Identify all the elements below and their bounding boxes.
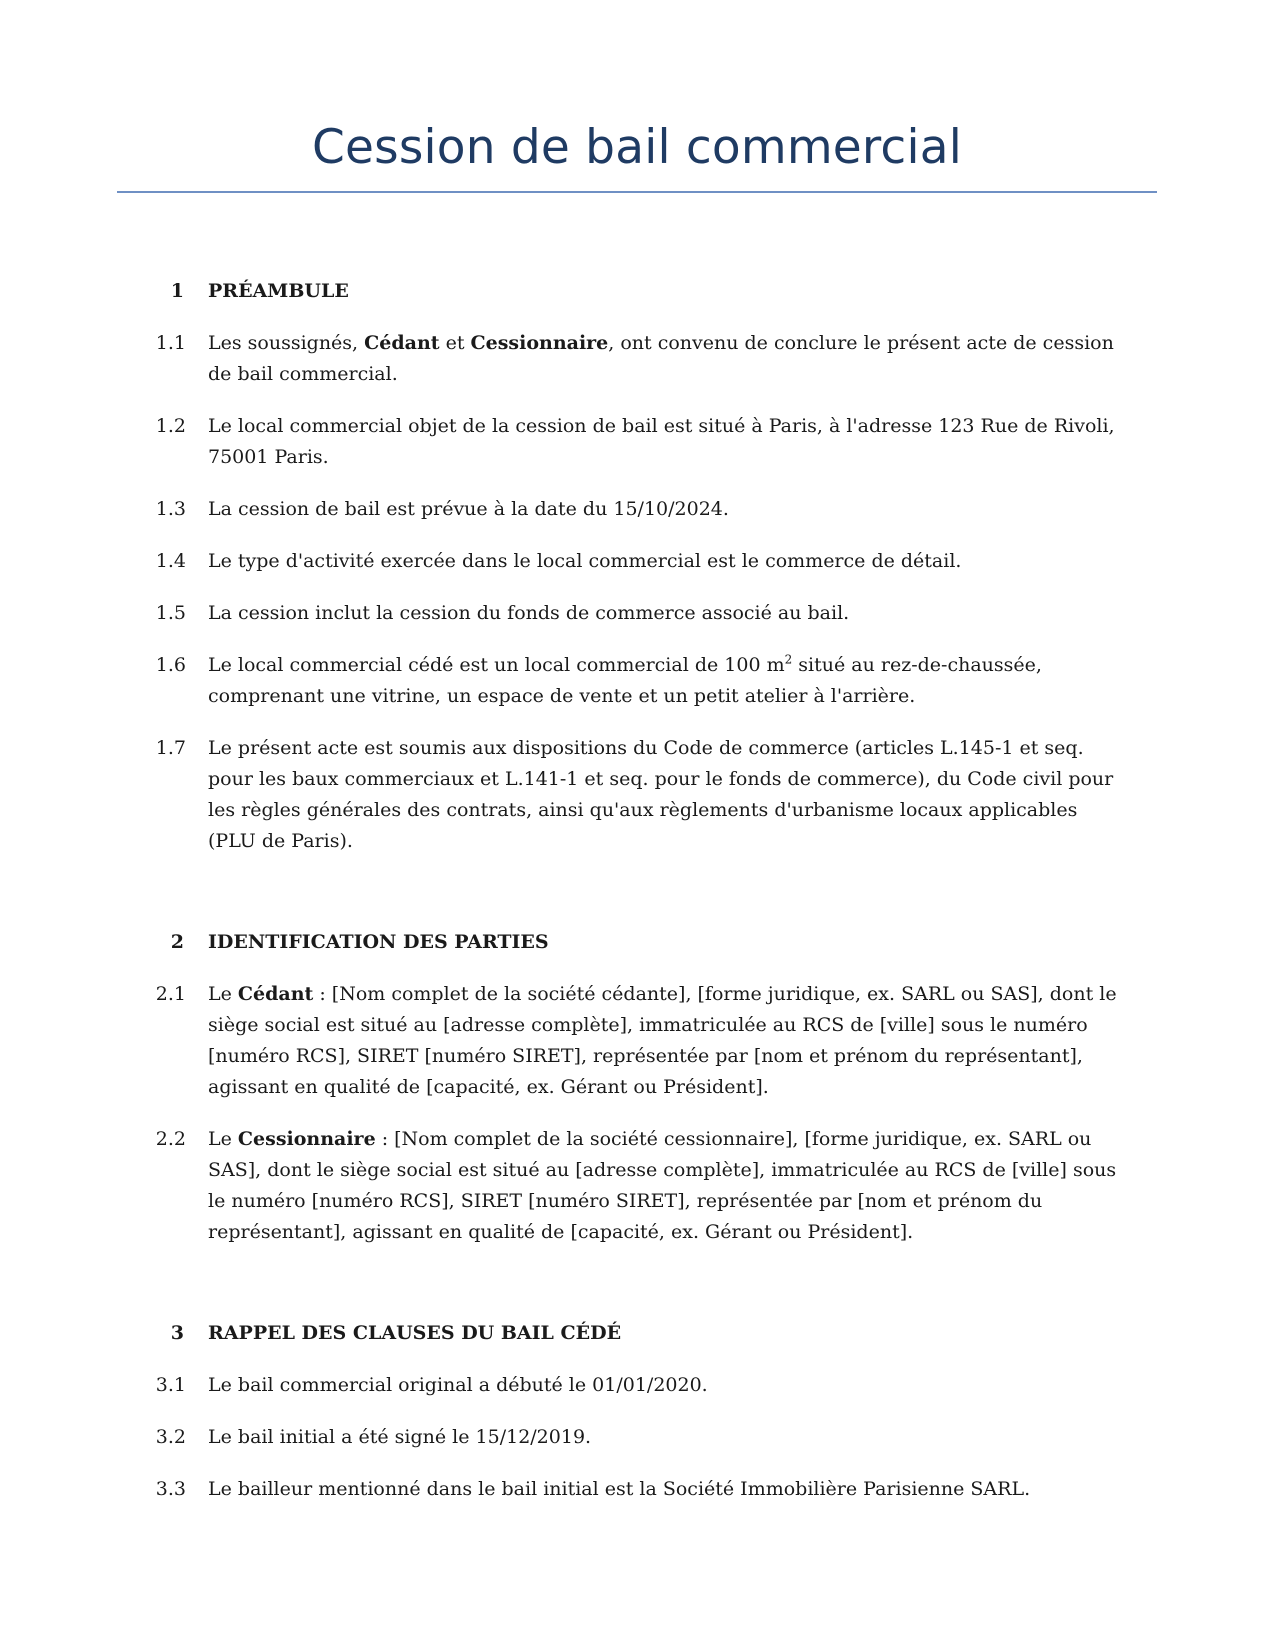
- clause-number: 3.3: [155, 1478, 186, 1500]
- clause-item: [0, 411, 1275, 473]
- clause-text: Le présent acte est soumis aux dispositions du Code de commerce (articles L.145-1 et seq. pour les baux commerciaux et L.141-1 et seq. pour le fonds de commerce), du Code civil pour les règles générales des contrats, ainsi qu'aux règlements d'urbanisme locaux applicables (PLU de Paris).: [208, 737, 1114, 852]
- clause-item: [0, 1370, 1275, 1401]
- clause-text: Le Cessionnaire : [Nom complet de la société cessionnaire], [forme juridique, ex. SARL ou SAS], dont le siège social est situé au [adresse complète], immatriculée au RCS de [ville] sous le numéro [numéro RCS], SIRET [numéro SIRET], représentée par [nom et prénom du représentant], agissant en qualité de [capacité, ex. Gérant ou Président].: [208, 1128, 1117, 1243]
- section-number: 3: [170, 1322, 184, 1344]
- clause-text: Le bail commercial original a débuté le 01/01/2020.: [208, 1374, 708, 1396]
- clause-text: Le bail initial a été signé le 15/12/2019.: [208, 1426, 592, 1448]
- section-title: RAPPEL DES CLAUSES DU BAIL CÉDÉ: [208, 1322, 622, 1344]
- section-title: IDENTIFICATION DES PARTIES: [208, 931, 549, 953]
- clause-number: 3.1: [155, 1374, 186, 1396]
- party-cedant: Cédant: [364, 332, 440, 354]
- clause-item: [0, 546, 1275, 577]
- clause-number: 1.5: [155, 602, 186, 624]
- section-heading: [0, 276, 1275, 307]
- clause-item: [0, 1474, 1275, 1505]
- clause-text: Le local commercial cédé est un local commercial de 100 $m^2$ situé au rez-de-chaussée, comprenant une vitrine, un espace de vente et un petit atelier à l'arrière.: [208, 652, 1042, 707]
- section-heading: [0, 927, 1275, 958]
- section-number: 1: [170, 280, 184, 302]
- clause-number: 1.1: [155, 332, 186, 354]
- clause-text: La cession de bail est prévue à la date du 15/10/2024.: [208, 498, 729, 520]
- clause-number: 2.1: [155, 983, 186, 1005]
- document-title: Cession de bail commercial: [312, 120, 962, 175]
- clause-item: [0, 650, 1275, 712]
- section-number: 2: [170, 931, 184, 953]
- clause-number: 1.6: [155, 654, 186, 676]
- party-cessionnaire: Cessionnaire: [237, 1128, 376, 1150]
- clause-item: [0, 1422, 1275, 1453]
- clause-number: 1.4: [155, 550, 186, 572]
- clause-item: [0, 494, 1275, 525]
- clause-item: [0, 328, 1275, 390]
- section-title: PRÉAMBULE: [208, 280, 349, 302]
- clause-number: 1.7: [155, 737, 186, 759]
- section-preambule: [0, 276, 1275, 857]
- superscript: 2: [784, 652, 793, 667]
- clause-number: 1.3: [155, 498, 186, 520]
- clause-item: [0, 598, 1275, 629]
- clause-item: [0, 1124, 1275, 1248]
- clause-number: 2.2: [155, 1128, 186, 1150]
- clause-text: Le type d'activité exercée dans le local commercial est le commerce de détail.: [208, 550, 962, 572]
- clause-item: [0, 733, 1275, 857]
- section-heading: [0, 1318, 1275, 1349]
- clause-text: La cession inclut la cession du fonds de commerce associé au bail.: [208, 602, 850, 624]
- clause-text: Les soussignés, Cédant et Cessionnaire, ont convenu de conclure le présent acte de cession de bail commercial.: [208, 332, 1114, 385]
- clause-number: 3.2: [155, 1426, 186, 1448]
- party-cedant: Cédant: [237, 983, 314, 1005]
- section-rappel-clauses: [0, 1318, 1275, 1505]
- clause-number: 1.2: [155, 415, 186, 437]
- clause-text: Le bailleur mentionné dans le bail initial est la Société Immobilière Parisienne SARL.: [208, 1478, 1031, 1500]
- clause-text: Le Cédant : [Nom complet de la société cédante], [forme juridique, ex. SARL ou SAS], dont le siège social est situé au [adresse complète], immatriculée au RCS de [ville] sous le numéro [numéro RCS], SIRET [numéro SIRET], représentée par [nom et prénom du représentant], agissant en qualité de [capacité, ex. Gérant ou Président].: [208, 983, 1117, 1098]
- party-cessionnaire: Cessionnaire: [470, 332, 609, 354]
- section-identification: [0, 927, 1275, 1248]
- title-underline: [117, 191, 1157, 193]
- clause-text: Le local commercial objet de la cession de bail est situé à Paris, à l'adresse 123 Rue de Rivoli, 75001 Paris.: [208, 415, 1115, 468]
- clause-item: [0, 979, 1275, 1103]
